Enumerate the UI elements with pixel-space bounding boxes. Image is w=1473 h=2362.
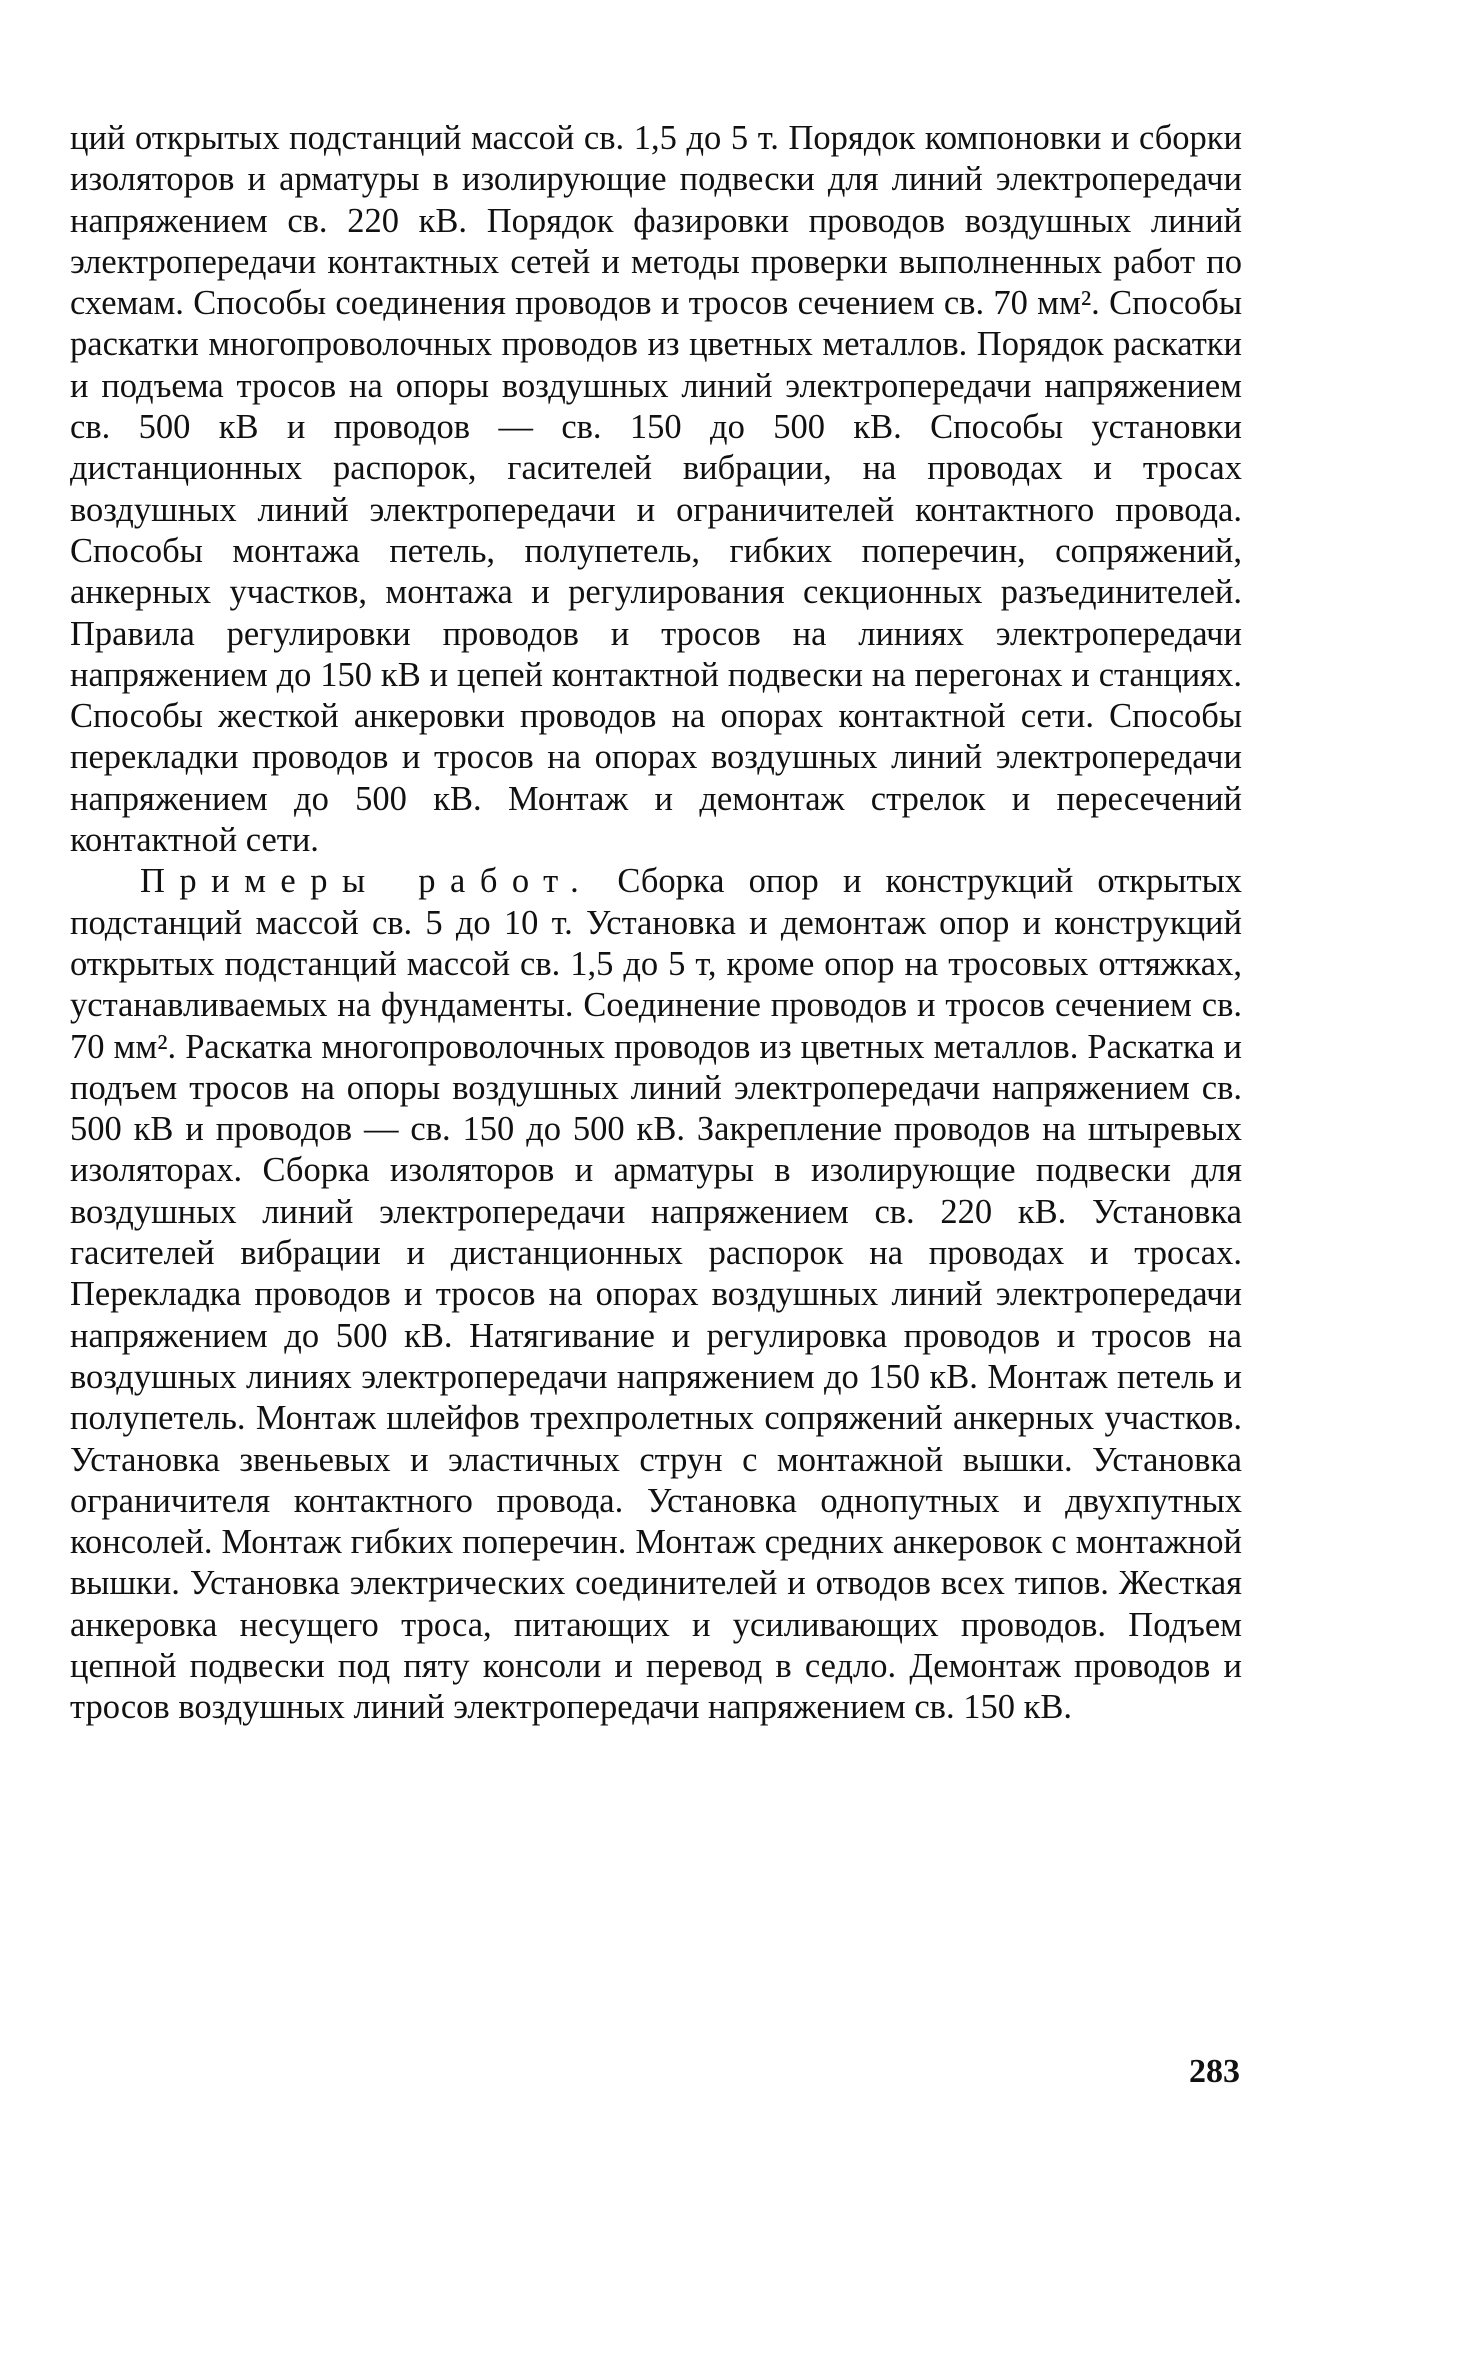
paragraph-continued: ций открытых подстанций массой св. 1,5 до 5 т. Порядок компоновки и сборки изоляторов и арматуры в изолирующие подвески для линий электропередачи напряжением св. 220 кВ. Порядок фазировки проводов воздушных линий электропередачи контактных сетей и методы проверки выполненных работ по схемам. Способы соединения проводов и тросов сечением св. 70 мм². Способы раскатки многопроволочных проводов из цветных металлов. Порядок раскатки и подъема тросов на опоры воздушных линий электропередачи напряжением св. 500 кВ и проводов — св. 150 до 500 кВ. Способы установки дистанционных распорок, гасителей вибрации, на проводах и тросах воздушных линий электропередачи и ограничителей контактного провода. Способы монтажа петель, полупетель, гибких поперечин, сопряжений, анкерных участков, монтажа и регулирования секционных разъединителей. Правила регулировки проводов и тросов на линиях электропередачи напряжением до 150 кВ и цепей контактной подвески на перегонах и станциях. Способы жесткой анкеровки проводов на опорах контактной сети. Способы перекладки проводов и тросов на опорах воздушных линий электропередачи напряжением до 500 кВ. Монтаж и демонтаж стрелок и пересечений контактной сети. — [70, 119, 1242, 860]
body-text — [70, 118, 1242, 1729]
examples-text: Сборка опор и конструкций открытых подстанций массой св. 5 до 10 т. Установка и демонтаж опор и конструкций открытых подстанций массой св. 1,5 до 5 т, кроме опор на тросовых оттяжках, устанавливаемых на фундаменты. Соединение проводов и тросов сечением св. 70 мм². Раскатка многопроволочных проводов из цветных металлов. Раскатка и подъем тросов на опоры воздушных линий электропередачи напряжением св. 500 кВ и проводов — св. 150 до 500 кВ. Закрепление проводов на штыревых изоляторах. Сборка изоляторов и арматуры в изолирующие подвески для воздушных линий электропередачи напряжением св. 220 кВ. Установка гасителей вибрации и дистанционных распорок на проводах и тросах. Перекладка проводов и тросов на опорах воздушных линий электропередачи напряжением до 500 кВ. Натягивание и регулировка проводов и тросов на воздушных линиях электропередачи напряжением до 150 кВ. Монтаж петель и полупетель. Монтаж шлейфов трехпролетных сопряжений анкерных участков. Установка звеньевых и эластичных струн с монтажной вышки. Установка ограничителя контактного провода. Установка однопутных и двухпутных консолей. Монтаж гибких поперечин. Монтаж средних анкеровок с монтажной вышки. Установка электрических соединителей и отводов всех типов. Жесткая анкеровка несущего троса, питающих и усиливающих проводов. Подъем цепной подвески под пяту консоли и перевод в седло. Демонтаж проводов и тросов воздушных линий электропередачи напряжением св. 150 кВ. — [70, 862, 1242, 1727]
page-number: 283 — [1189, 2053, 1240, 2090]
examples-heading: Примеры работ. — [140, 862, 594, 901]
paragraph-work-examples — [70, 861, 1242, 1728]
